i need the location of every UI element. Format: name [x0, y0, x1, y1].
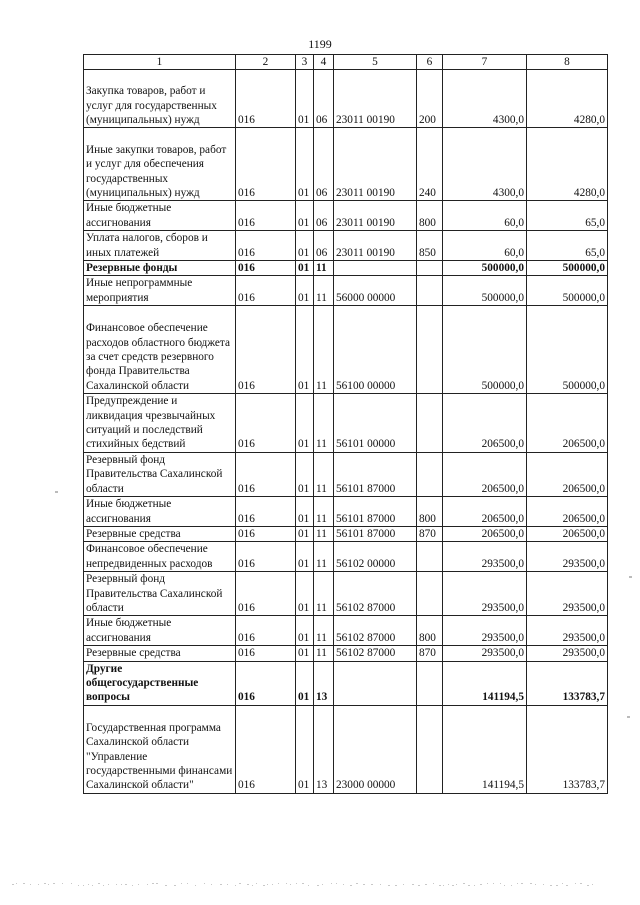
scan-dots: [0, 882, 640, 888]
cell-c7: 293500,0: [443, 542, 527, 572]
cell-c6: 240: [417, 128, 443, 201]
scan-dot: [108, 884, 109, 885]
cell-c2: 016: [236, 306, 296, 394]
cell-c2: 016: [236, 70, 296, 128]
cell-c8: 133783,7: [527, 661, 608, 705]
scan-dot: [395, 885, 397, 886]
column-header: 4: [314, 55, 334, 70]
scan-dot: [195, 885, 196, 886]
cell-c2: 016: [236, 526, 296, 541]
cell-c8: 133783,7: [527, 705, 608, 793]
scan-dot: [211, 884, 212, 885]
cell-c3: 01: [296, 661, 314, 705]
cell-c6: [417, 542, 443, 572]
scan-dot: [165, 885, 167, 886]
scan-dot: [452, 885, 454, 886]
cell-c6: 800: [417, 201, 443, 231]
scan-dot: [556, 885, 558, 886]
scan-dot: [439, 885, 441, 886]
scan-dot: [575, 883, 576, 884]
scan-dot: [98, 883, 100, 884]
cell-c4: 13: [314, 705, 334, 793]
cell-c5: [334, 661, 417, 705]
scan-dot: [23, 883, 25, 884]
cell-c2: 016: [236, 646, 296, 661]
cell-name: Закупка товаров, работ и услуг для государственных (муниципальных) нужд: [84, 70, 236, 128]
cell-c4: 11: [314, 306, 334, 394]
cell-c2: 016: [236, 231, 296, 261]
column-header: 2: [236, 55, 296, 70]
section-row: [84, 661, 608, 705]
header-row: [84, 55, 608, 70]
scan-dot: [83, 885, 84, 886]
cell-name: Резервные средства: [84, 526, 236, 541]
cell-c8: 293500,0: [527, 616, 608, 646]
scan-dot: [403, 884, 404, 885]
scan-dot: [78, 885, 79, 886]
cell-name: Финансовое обеспечение расходов областного бюджета за счет средств резервного фонда Правительства Сахалинской области: [84, 306, 236, 394]
scan-dot: [48, 884, 49, 885]
cell-c7: 206500,0: [443, 394, 527, 453]
cell-c8: 4280,0: [527, 128, 608, 201]
cell-c5: 23011 00190: [334, 128, 417, 201]
scan-dot: [412, 884, 414, 885]
cell-name: Другие общегосударственные вопросы: [84, 661, 236, 705]
scan-dot: [433, 883, 434, 884]
cell-c5: 56101 87000: [334, 526, 417, 541]
scan-dot: [239, 883, 241, 884]
scan-dot: [343, 884, 344, 885]
scan-dot: [511, 885, 512, 886]
cell-c3: 01: [296, 542, 314, 572]
table-row: [84, 452, 608, 496]
cell-c8: 65,0: [527, 231, 608, 261]
cell-c7: 60,0: [443, 231, 527, 261]
cell-c6: [417, 661, 443, 705]
scan-dot: [388, 885, 390, 886]
cell-c8: 293500,0: [527, 646, 608, 661]
cell-c6: [417, 306, 443, 394]
scan-dot: [487, 883, 488, 884]
column-header: 8: [527, 55, 608, 70]
table-row: [84, 616, 608, 646]
cell-c2: 016: [236, 661, 296, 705]
cell-c4: 11: [314, 646, 334, 661]
cell-c7: 60,0: [443, 201, 527, 231]
column-header: 7: [443, 55, 527, 70]
table-row: [84, 276, 608, 306]
cell-c3: 01: [296, 261, 314, 276]
cell-c3: 01: [296, 646, 314, 661]
cell-c2: 016: [236, 616, 296, 646]
cell-c2: 016: [236, 128, 296, 201]
table-row: [84, 201, 608, 231]
scan-dot: [562, 883, 563, 884]
scan-dot: [308, 885, 309, 886]
cell-c5: 56101 87000: [334, 452, 417, 496]
cell-c3: 01: [296, 526, 314, 541]
table-row: [84, 705, 608, 793]
cell-name: Резервный фонд Правительства Сахалинской области: [84, 452, 236, 496]
section-row: [84, 261, 608, 276]
scan-dot: [500, 883, 501, 884]
scan-dot: [296, 883, 297, 884]
cell-c3: 01: [296, 705, 314, 793]
cell-c5: 56101 00000: [334, 394, 417, 453]
cell-c6: [417, 276, 443, 306]
cell-c4: 11: [314, 572, 334, 616]
cell-c8: 4280,0: [527, 70, 608, 128]
scan-dot: [252, 885, 253, 886]
column-header: 6: [417, 55, 443, 70]
cell-c8: 206500,0: [527, 497, 608, 527]
cell-c5: 23011 00190: [334, 201, 417, 231]
cell-c3: 01: [296, 452, 314, 496]
scan-dot: [480, 884, 482, 885]
scan-dot: [30, 884, 31, 885]
cell-name: Иные закупки товаров, работ и услуг для обеспечения государственных (муниципальных) нужд: [84, 128, 236, 201]
scan-dot: [156, 883, 158, 884]
scan-dot: [220, 884, 222, 885]
cell-c8: 65,0: [527, 201, 608, 231]
cell-c4: 11: [314, 261, 334, 276]
cell-c3: 01: [296, 276, 314, 306]
cell-c4: 06: [314, 201, 334, 231]
cell-c6: [417, 705, 443, 793]
table-row: [84, 231, 608, 261]
cell-c8: 206500,0: [527, 394, 608, 453]
cell-name: Иные бюджетные ассигнования: [84, 201, 236, 231]
scan-dot: [580, 883, 582, 884]
scan-speck: [55, 491, 58, 493]
scan-dot: [278, 883, 279, 884]
scan-dot: [380, 884, 381, 885]
cell-name: Государственная программа Сахалинской области "Управление государственными финансами Сахалинской области": [84, 705, 236, 793]
scan-dot: [247, 884, 249, 885]
cell-name: Резервные фонды: [84, 261, 236, 276]
cell-c4: 11: [314, 526, 334, 541]
cell-c2: 016: [236, 572, 296, 616]
scan-dot: [132, 885, 133, 886]
table-row: [84, 542, 608, 572]
cell-c8: 500000,0: [527, 276, 608, 306]
scan-dot: [550, 885, 552, 886]
scan-speck: [629, 576, 632, 578]
cell-c5: 56101 87000: [334, 497, 417, 527]
scan-dot: [125, 884, 127, 885]
cell-c2: 016: [236, 276, 296, 306]
scan-dot: [44, 883, 46, 884]
scan-dot: [456, 884, 457, 885]
scan-dot: [504, 885, 505, 886]
scan-dot: [493, 883, 494, 884]
cell-c4: 06: [314, 70, 334, 128]
scan-dot: [204, 883, 205, 884]
scan-dot: [371, 884, 373, 885]
cell-c7: 206500,0: [443, 526, 527, 541]
cell-c6: 800: [417, 616, 443, 646]
cell-name: Предупреждение и ликвидация чрезвычайных ситуаций и последствий стихийных бедствий: [84, 394, 236, 453]
scan-dot: [418, 885, 420, 886]
cell-c6: 850: [417, 231, 443, 261]
cell-name: Иные бюджетные ассигнования: [84, 497, 236, 527]
scan-dot: [187, 883, 188, 884]
scan-dot: [103, 885, 104, 886]
scan-dot: [322, 884, 323, 885]
cell-c2: 016: [236, 394, 296, 453]
scan-dot: [147, 884, 148, 885]
cell-c4: 13: [314, 661, 334, 705]
cell-c2: 016: [236, 201, 296, 231]
scan-dot: [566, 885, 568, 886]
column-header: 5: [334, 55, 417, 70]
scan-dot: [443, 885, 444, 886]
table-row: [84, 572, 608, 616]
cell-c2: 016: [236, 705, 296, 793]
cell-c4: 11: [314, 276, 334, 306]
scan-dot: [174, 885, 176, 886]
cell-c4: 11: [314, 542, 334, 572]
page-number: 1199: [308, 37, 332, 51]
cell-c2: 016: [236, 261, 296, 276]
scan-dot: [363, 884, 365, 885]
scan-dot: [256, 883, 257, 884]
cell-c6: [417, 394, 443, 453]
scan-dot: [272, 884, 273, 885]
scan-dot: [53, 883, 55, 884]
scan-dot: [38, 884, 39, 885]
table-row: [84, 128, 608, 201]
scan-dot: [286, 883, 287, 884]
budget-table: [83, 54, 608, 794]
cell-c8: 500000,0: [527, 261, 608, 276]
scan-dot: [181, 883, 182, 884]
cell-c5: 23011 00190: [334, 231, 417, 261]
cell-c7: 500000,0: [443, 306, 527, 394]
cell-c5: 56100 00000: [334, 306, 417, 394]
scan-dot: [448, 884, 449, 885]
scan-dot: [543, 884, 544, 885]
scan-dot: [12, 884, 14, 885]
cell-c5: [334, 261, 417, 276]
cell-c8: 206500,0: [527, 526, 608, 541]
cell-name: Резервные средства: [84, 646, 236, 661]
scan-dot: [88, 884, 89, 885]
scan-dot: [71, 883, 72, 884]
scan-dot: [263, 885, 265, 886]
scan-dot: [116, 884, 117, 885]
column-header: 3: [296, 55, 314, 70]
cell-c6: 800: [417, 497, 443, 527]
scan-dot: [267, 884, 268, 885]
cell-c7: 4300,0: [443, 128, 527, 201]
cell-c8: 206500,0: [527, 452, 608, 496]
scan-dot: [302, 883, 304, 884]
cell-c5: 56102 87000: [334, 572, 417, 616]
cell-c5: 56000 00000: [334, 276, 417, 306]
cell-c4: 06: [314, 231, 334, 261]
cell-c6: [417, 452, 443, 496]
scan-dot: [317, 885, 319, 886]
cell-c6: 870: [417, 526, 443, 541]
cell-name: Иные непрограммные мероприятия: [84, 276, 236, 306]
table-row: [84, 497, 608, 527]
cell-c4: 11: [314, 497, 334, 527]
scan-dot: [350, 885, 352, 886]
cell-c8: 293500,0: [527, 572, 608, 616]
cell-c3: 01: [296, 70, 314, 128]
cell-c6: [417, 572, 443, 616]
cell-c5: 56102 00000: [334, 542, 417, 572]
cell-name: Иные бюджетные ассигнования: [84, 616, 236, 646]
scan-dot: [474, 885, 475, 886]
cell-c7: 4300,0: [443, 70, 527, 128]
cell-c3: 01: [296, 394, 314, 453]
cell-c3: 01: [296, 128, 314, 201]
cell-c3: 01: [296, 306, 314, 394]
cell-c7: 500000,0: [443, 276, 527, 306]
scan-dot: [331, 883, 332, 884]
scan-dot: [92, 885, 93, 886]
table-row: [84, 306, 608, 394]
scan-dot: [592, 884, 593, 885]
cell-c2: 016: [236, 542, 296, 572]
scan-dot: [290, 884, 291, 885]
table-row: [84, 526, 608, 541]
cell-c5: 23011 00190: [334, 70, 417, 128]
cell-c4: 11: [314, 452, 334, 496]
cell-c7: 293500,0: [443, 572, 527, 616]
scan-dot: [336, 883, 337, 884]
cell-c4: 11: [314, 394, 334, 453]
cell-c8: 293500,0: [527, 542, 608, 572]
cell-c3: 01: [296, 497, 314, 527]
cell-c4: 06: [314, 128, 334, 201]
scan-dot: [227, 884, 228, 885]
cell-c7: 206500,0: [443, 497, 527, 527]
cell-c5: 56102 87000: [334, 646, 417, 661]
cell-name: Резервный фонд Правительства Сахалинской области: [84, 572, 236, 616]
scan-speck: [627, 716, 630, 718]
scan-dot: [152, 883, 154, 884]
scan-dot: [62, 883, 63, 884]
cell-c7: 293500,0: [443, 646, 527, 661]
table-row: [84, 70, 608, 128]
cell-c7: 206500,0: [443, 452, 527, 496]
scan-dot: [521, 883, 523, 884]
column-header: 1: [84, 55, 236, 70]
cell-c3: 01: [296, 616, 314, 646]
cell-c6: [417, 261, 443, 276]
table-row: [84, 646, 608, 661]
cell-c3: 01: [296, 572, 314, 616]
table-row: [84, 394, 608, 453]
scan-dot: [16, 883, 17, 884]
scan-dot: [138, 884, 139, 885]
cell-name: Уплата налогов, сборов и иных платежей: [84, 231, 236, 261]
cell-c3: 01: [296, 231, 314, 261]
scan-dot: [425, 884, 427, 885]
cell-c2: 016: [236, 497, 296, 527]
cell-c5: 56102 87000: [334, 616, 417, 646]
scan-dot: [517, 883, 518, 884]
cell-c6: 870: [417, 646, 443, 661]
cell-c4: 11: [314, 616, 334, 646]
cell-c7: 141194,5: [443, 661, 527, 705]
scan-dot: [463, 883, 465, 884]
scan-dot: [535, 884, 536, 885]
scan-dot: [587, 885, 589, 886]
cell-c2: 016: [236, 452, 296, 496]
cell-c7: 141194,5: [443, 705, 527, 793]
scan-dot: [356, 883, 358, 884]
scan-dot: [235, 885, 236, 886]
cell-c5: 23000 00000: [334, 705, 417, 793]
cell-c3: 01: [296, 201, 314, 231]
cell-c7: 500000,0: [443, 261, 527, 276]
cell-name: Финансовое обеспечение непредвиденных расходов: [84, 542, 236, 572]
scan-dot: [468, 885, 470, 886]
scan-dot: [530, 883, 532, 884]
cell-c7: 293500,0: [443, 616, 527, 646]
scan-dot: [121, 884, 122, 885]
cell-c6: 200: [417, 70, 443, 128]
cell-c8: 500000,0: [527, 306, 608, 394]
